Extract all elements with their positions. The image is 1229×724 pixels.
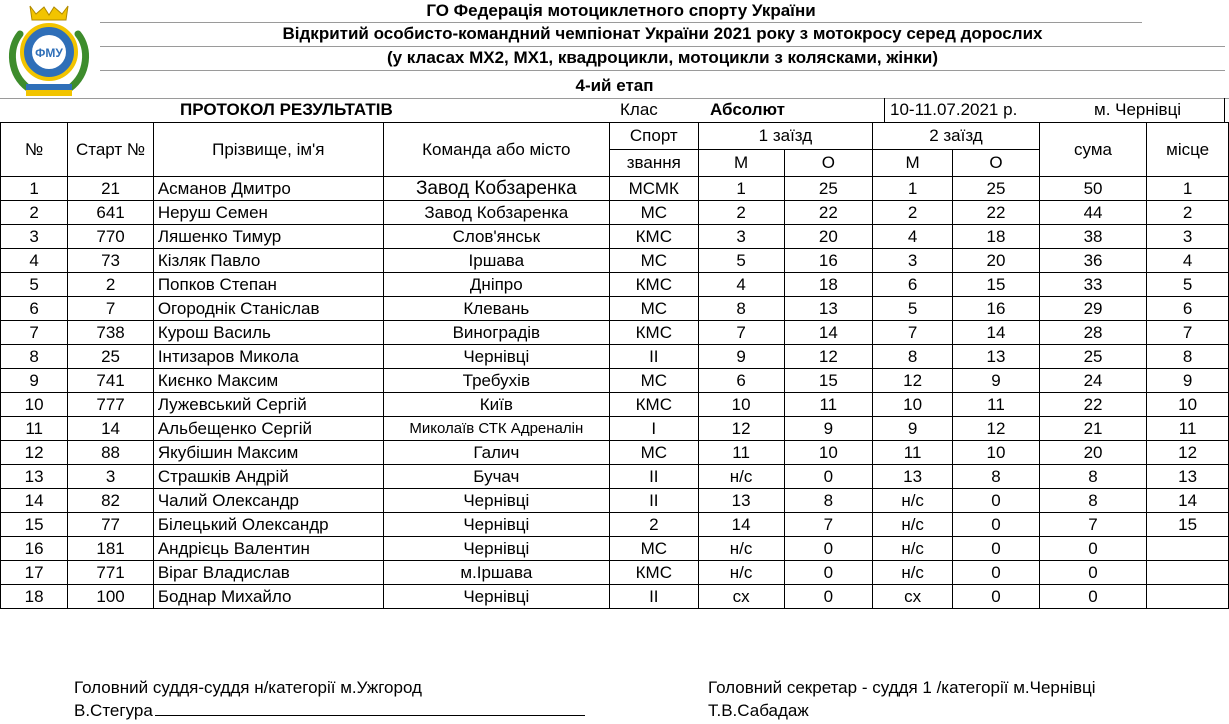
points-sum: 44: [1039, 201, 1146, 225]
final-place: 14: [1147, 489, 1229, 513]
race2-points: 13: [953, 345, 1040, 369]
chief-judge-name: В.Стегура: [74, 701, 153, 720]
race2-position: н/с: [873, 489, 953, 513]
points-sum: 38: [1039, 225, 1146, 249]
rider-name: Андрієць Валентин: [153, 537, 383, 561]
race1-points: 7: [784, 513, 873, 537]
race1-position: 12: [698, 417, 784, 441]
final-place: [1147, 537, 1229, 561]
race2-position: 2: [873, 201, 953, 225]
race1-header: 1 заїзд: [698, 123, 872, 150]
points-sum: 29: [1039, 297, 1146, 321]
rider-name: Ляшенко Тимур: [153, 225, 383, 249]
points-sum: 0: [1039, 537, 1146, 561]
table-row: [1, 513, 1229, 537]
race2-position: 13: [873, 465, 953, 489]
team-city: Требухів: [383, 369, 609, 393]
race1-position: 13: [698, 489, 784, 513]
points-sum: 21: [1039, 417, 1146, 441]
race2-points: 0: [953, 513, 1040, 537]
row-number: 4: [1, 249, 68, 273]
race2-points: 0: [953, 585, 1040, 609]
race2-points: 0: [953, 537, 1040, 561]
rider-name: Білецький Олександр: [153, 513, 383, 537]
race2-o-header: О: [953, 150, 1040, 177]
race1-position: 6: [698, 369, 784, 393]
secretary-name: Т.В.Сабадаж: [708, 701, 809, 720]
team-city: Чернівці: [383, 537, 609, 561]
race2-points: 0: [953, 561, 1040, 585]
rider-name: Віраг Владислав: [153, 561, 383, 585]
race1-points: 11: [784, 393, 873, 417]
table-row: [1, 537, 1229, 561]
race2-points: 8: [953, 465, 1040, 489]
start-number: 21: [68, 177, 154, 201]
rider-name: Чалий Олександр: [153, 489, 383, 513]
points-sum: 0: [1039, 561, 1146, 585]
race1-position: 5: [698, 249, 784, 273]
protocol-title: ПРОТОКОЛ РЕЗУЛЬТАТІВ: [180, 100, 393, 119]
table-row: [1, 177, 1229, 201]
race1-position: 9: [698, 345, 784, 369]
race1-points: 10: [784, 441, 873, 465]
race1-points: 0: [784, 585, 873, 609]
race2-position: 11: [873, 441, 953, 465]
race1-position: 8: [698, 297, 784, 321]
sport-rank: ІІ: [609, 585, 698, 609]
row-number: 12: [1, 441, 68, 465]
final-place: 11: [1147, 417, 1229, 441]
race1-points: 16: [784, 249, 873, 273]
race2-points: 10: [953, 441, 1040, 465]
team-city: Клевань: [383, 297, 609, 321]
row-number: 7: [1, 321, 68, 345]
secretary-title: Головний секретар - суддя 1 /категорії м.Чернівці: [708, 678, 1096, 697]
chief-judge-signature: [74, 701, 585, 721]
rider-name: Якубішин Максим: [153, 441, 383, 465]
race2-position: 9: [873, 417, 953, 441]
team-city: Чернівці: [383, 489, 609, 513]
rider-name: Неруш Семен: [153, 201, 383, 225]
team-city: Чернівці: [383, 513, 609, 537]
start-number: 73: [68, 249, 154, 273]
start-number: 77: [68, 513, 154, 537]
table-row: [1, 441, 1229, 465]
race2-position: н/с: [873, 537, 953, 561]
start-number: 14: [68, 417, 154, 441]
race1-position: н/с: [698, 561, 784, 585]
team-city: Дніпро: [383, 273, 609, 297]
final-place: 13: [1147, 465, 1229, 489]
race2-points: 22: [953, 201, 1040, 225]
sport-rank: 2: [609, 513, 698, 537]
race2-position: 7: [873, 321, 953, 345]
race2-position: н/с: [873, 513, 953, 537]
start-number: 770: [68, 225, 154, 249]
race2-points: 11: [953, 393, 1040, 417]
row-number: 2: [1, 201, 68, 225]
race1-m-header: М: [698, 150, 784, 177]
table-row: [1, 585, 1229, 609]
row-number: 6: [1, 297, 68, 321]
start-number: 641: [68, 201, 154, 225]
class-value: Абсолют: [710, 100, 785, 119]
points-sum: 7: [1039, 513, 1146, 537]
final-place: [1147, 561, 1229, 585]
table-row: [1, 273, 1229, 297]
points-sum: 22: [1039, 393, 1146, 417]
final-place: 15: [1147, 513, 1229, 537]
race2-points: 12: [953, 417, 1040, 441]
rider-name: Попков Степан: [153, 273, 383, 297]
race1-points: 0: [784, 537, 873, 561]
row-number: 14: [1, 489, 68, 513]
race2-position: н/с: [873, 561, 953, 585]
race2-position: 5: [873, 297, 953, 321]
svg-text:ФМУ: ФМУ: [35, 46, 63, 60]
race1-position: н/с: [698, 465, 784, 489]
rider-name: Боднар Михайло: [153, 585, 383, 609]
team-city: м.Іршава: [383, 561, 609, 585]
signature-line: [155, 701, 585, 716]
team-city: Чернівці: [383, 345, 609, 369]
race1-points: 20: [784, 225, 873, 249]
classes-subtitle: (у класах МХ2, МХ1, квадроцикли, мотоцикли з колясками, жінки): [100, 46, 1225, 71]
race1-points: 12: [784, 345, 873, 369]
col-place-header: місце: [1147, 123, 1229, 177]
race1-position: 1: [698, 177, 784, 201]
start-number: 82: [68, 489, 154, 513]
final-place: 10: [1147, 393, 1229, 417]
race1-position: 3: [698, 225, 784, 249]
team-city: Бучач: [383, 465, 609, 489]
final-place: 7: [1147, 321, 1229, 345]
final-place: 6: [1147, 297, 1229, 321]
race2-position: 10: [873, 393, 953, 417]
sport-rank: МС: [609, 201, 698, 225]
race1-points: 25: [784, 177, 873, 201]
final-place: [1147, 585, 1229, 609]
points-sum: 50: [1039, 177, 1146, 201]
col-name-header: Прізвище, ім'я: [153, 123, 383, 177]
table-row: [1, 465, 1229, 489]
final-place: 4: [1147, 249, 1229, 273]
col-start-header: Старт №: [68, 123, 154, 177]
final-place: 2: [1147, 201, 1229, 225]
race2-points: 15: [953, 273, 1040, 297]
table-row: [1, 321, 1229, 345]
table-row: [1, 201, 1229, 225]
championship-title: Відкритий особисто-командний чемпіонат України 2021 року з мотокросу серед дорослих: [100, 22, 1225, 47]
race2-points: 18: [953, 225, 1040, 249]
sport-rank: МС: [609, 369, 698, 393]
race1-points: 0: [784, 465, 873, 489]
race2-position: 12: [873, 369, 953, 393]
sport-rank: МСМК: [609, 177, 698, 201]
points-sum: 25: [1039, 345, 1146, 369]
race1-points: 0: [784, 561, 873, 585]
race2-position: сх: [873, 585, 953, 609]
table-row: [1, 297, 1229, 321]
start-number: 777: [68, 393, 154, 417]
points-sum: 24: [1039, 369, 1146, 393]
race1-position: 7: [698, 321, 784, 345]
points-sum: 33: [1039, 273, 1146, 297]
row-number: 9: [1, 369, 68, 393]
table-row: [1, 225, 1229, 249]
race2-points: 20: [953, 249, 1040, 273]
race1-position: 14: [698, 513, 784, 537]
final-place: 9: [1147, 369, 1229, 393]
start-number: 88: [68, 441, 154, 465]
table-row: [1, 369, 1229, 393]
table-row: [1, 417, 1229, 441]
results-body: [1, 177, 1229, 609]
start-number: 738: [68, 321, 154, 345]
table-row: [1, 561, 1229, 585]
sport-rank: ІІ: [609, 489, 698, 513]
rider-name: Асманов Дмитро: [153, 177, 383, 201]
points-sum: 8: [1039, 465, 1146, 489]
rider-name: Курош Василь: [153, 321, 383, 345]
sport-rank: МС: [609, 297, 698, 321]
team-city: Слов'янськ: [383, 225, 609, 249]
race1-position: 4: [698, 273, 784, 297]
row-number: 17: [1, 561, 68, 585]
federation-name: ГО Федерація мотоциклетного спорту України: [100, 0, 1142, 23]
race2-points: 16: [953, 297, 1040, 321]
sport-rank: МС: [609, 537, 698, 561]
start-number: 181: [68, 537, 154, 561]
table-row: [1, 489, 1229, 513]
final-place: 1: [1147, 177, 1229, 201]
race2-position: 6: [873, 273, 953, 297]
race2-position: 8: [873, 345, 953, 369]
race2-points: 25: [953, 177, 1040, 201]
rider-name: Кізляк Павло: [153, 249, 383, 273]
points-sum: 36: [1039, 249, 1146, 273]
start-number: 771: [68, 561, 154, 585]
col-rank-header-2: звання: [609, 150, 698, 177]
race2-header: 2 заїзд: [873, 123, 1040, 150]
rider-name: Альбещенко Сергій: [153, 417, 383, 441]
final-place: 5: [1147, 273, 1229, 297]
race2-position: 3: [873, 249, 953, 273]
sport-rank: КМС: [609, 321, 698, 345]
sport-rank: І: [609, 417, 698, 441]
final-place: 12: [1147, 441, 1229, 465]
race2-position: 1: [873, 177, 953, 201]
col-team-header: Команда або місто: [383, 123, 609, 177]
sport-rank: МС: [609, 249, 698, 273]
team-city: Завод Кобзаренка: [383, 177, 609, 201]
team-city: Іршава: [383, 249, 609, 273]
row-number: 13: [1, 465, 68, 489]
race1-points: 18: [784, 273, 873, 297]
table-row: [1, 345, 1229, 369]
start-number: 3: [68, 465, 154, 489]
row-number: 11: [1, 417, 68, 441]
results-table: [0, 122, 1229, 609]
race2-position: 4: [873, 225, 953, 249]
points-sum: 8: [1039, 489, 1146, 513]
row-number: 18: [1, 585, 68, 609]
event-city: м. Чернівці: [1094, 100, 1182, 119]
sport-rank: ІІ: [609, 465, 698, 489]
chief-judge-title: Головний суддя-суддя н/категорії м.Ужгород: [74, 678, 422, 697]
final-place: 8: [1147, 345, 1229, 369]
row-number: 5: [1, 273, 68, 297]
col-rank-header: Спорт: [609, 123, 698, 150]
stage-label: 4-ий етап: [0, 74, 1229, 99]
divider: [884, 98, 885, 123]
col-num-header: №: [1, 123, 68, 177]
race1-position: 10: [698, 393, 784, 417]
row-number: 8: [1, 345, 68, 369]
points-sum: 0: [1039, 585, 1146, 609]
sport-rank: КМС: [609, 561, 698, 585]
table-row: [1, 393, 1229, 417]
race1-o-header: О: [784, 150, 873, 177]
sport-rank: КМС: [609, 273, 698, 297]
row-number: 16: [1, 537, 68, 561]
class-label: Клас: [620, 100, 658, 119]
race2-points: 9: [953, 369, 1040, 393]
team-city: Галич: [383, 441, 609, 465]
protocol-row: [0, 98, 1229, 123]
event-date: 10-11.07.2021 р.: [890, 100, 1018, 119]
start-number: 2: [68, 273, 154, 297]
team-city: Київ: [383, 393, 609, 417]
row-number: 1: [1, 177, 68, 201]
sport-rank: КМС: [609, 393, 698, 417]
divider: [1224, 98, 1225, 123]
start-number: 25: [68, 345, 154, 369]
race1-points: 22: [784, 201, 873, 225]
race2-points: 14: [953, 321, 1040, 345]
col-sum-header: сума: [1039, 123, 1146, 177]
team-city: Чернівці: [383, 585, 609, 609]
points-sum: 20: [1039, 441, 1146, 465]
rider-name: Лужевський Сергій: [153, 393, 383, 417]
race1-points: 8: [784, 489, 873, 513]
rider-name: Огороднік Станіслав: [153, 297, 383, 321]
points-sum: 28: [1039, 321, 1146, 345]
rider-name: Інтизаров Микола: [153, 345, 383, 369]
row-number: 15: [1, 513, 68, 537]
sport-rank: МС: [609, 441, 698, 465]
row-number: 3: [1, 225, 68, 249]
sport-rank: ІІ: [609, 345, 698, 369]
race1-points: 14: [784, 321, 873, 345]
race1-position: 11: [698, 441, 784, 465]
race2-points: 0: [953, 489, 1040, 513]
start-number: 7: [68, 297, 154, 321]
race1-position: сх: [698, 585, 784, 609]
race1-points: 9: [784, 417, 873, 441]
start-number: 741: [68, 369, 154, 393]
race1-position: н/с: [698, 537, 784, 561]
row-number: 10: [1, 393, 68, 417]
team-city: Завод Кобзаренка: [383, 201, 609, 225]
race1-points: 15: [784, 369, 873, 393]
table-row: [1, 249, 1229, 273]
sport-rank: КМС: [609, 225, 698, 249]
rider-name: Страшків Андрій: [153, 465, 383, 489]
final-place: 3: [1147, 225, 1229, 249]
race2-m-header: М: [873, 150, 953, 177]
rider-name: Києнко Максим: [153, 369, 383, 393]
start-number: 100: [68, 585, 154, 609]
race1-points: 13: [784, 297, 873, 321]
race1-position: 2: [698, 201, 784, 225]
team-city: Виноградів: [383, 321, 609, 345]
team-city: Миколаїв СТК Адреналін: [383, 417, 609, 441]
header-row: [1, 123, 1229, 150]
